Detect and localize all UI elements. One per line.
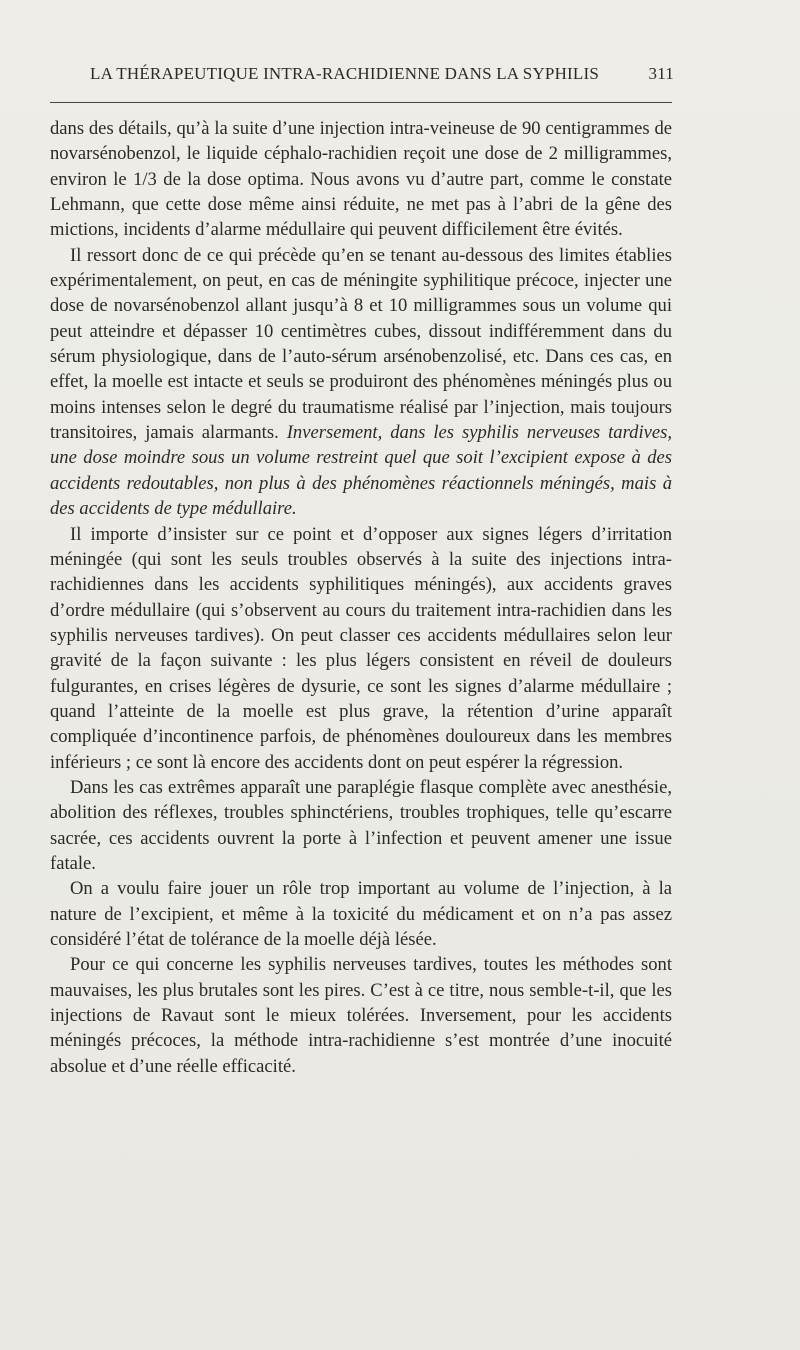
paragraph-5: On a voulu faire jouer un rôle trop important au volume de l’injection, à la nature de l’excipient, et même à la toxicité du médicament et on n’a pas assez considéré l’état de tolérance de la moelle déjà lésée.	[50, 878, 672, 950]
paragraph-2-text: Il ressort donc de ce qui précède qu’en se tenant au-dessous des limites établies expérimentalement, on peut, en cas de méningite syphilitique précoce, injecter une dose de novarsénobenzol allant jusqu’à 8 et 10 milligrammes sous un volume qui peut atteindre et dépasser 10 centimètres cubes, dissout indifféremment dans du sérum physiologique, dans de l’auto-sérum arsénobenzolisé, etc. Dans ces cas, en effet, la moelle est intacte et seuls se produiront des phénomènes méningés plus ou moins intenses selon le degré du traumatisme réalisé par l’injection, mais toujours transitoires, jamais alarmants.	[50, 244, 672, 444]
running-head	[90, 64, 680, 92]
header-rule	[50, 102, 672, 103]
paragraph-1: dans des détails, qu’à la suite d’une injection intra-veineuse de 90 centigrammes de novarsénobenzol, le liquide céphalo-rachidien reçoit une dose de 2 milligrammes, environ le 1/3 de la dose optima. Nous avons vu d’autre part, comme le constate Lehmann, que cette dose même ainsi réduite, ne met pas à l’abri de la gêne des mictions, incidents d’alarme médullaire qui peuvent difficilement être évités.	[50, 118, 672, 241]
paragraph-2-italic-text: Inversement, dans les syphilis nerveuses tardives, une dose moindre sous un volume restreint quel que soit l’excipient expose à des accidents redoutables, non plus à des phénomènes réactionnels méningés, mais à des accidents de type médullaire.	[50, 422, 672, 520]
running-title: LA THÉRAPEUTIQUE INTRA-RACHIDIENNE DANS LA SYPHILIS	[90, 64, 600, 83]
paragraph-2	[50, 243, 672, 522]
page-number: 311	[648, 64, 674, 83]
body-text	[50, 116, 672, 1079]
paragraph-6: Pour ce qui concerne les syphilis nerveuses tardives, toutes les méthodes sont mauvaises, les plus brutales sont les pires. C’est à ce titre, nous semble-t-il, que les injections de Ravaut sont le mieux tolérées. Inversement, pour les accidents méningés précoces, la méthode intra-rachidienne s’est montrée d’une inocuité absolue et d’une réelle efficacité.	[50, 954, 672, 1077]
paragraph-4: Dans les cas extrêmes apparaît une paraplégie flasque complète avec anesthésie, abolition des réflexes, troubles sphinctériens, troubles trophiques, telle qu’escarre sacrée, ces accidents ouvrent la porte à l’infection et peuvent amener une issue fatale.	[50, 776, 672, 874]
paragraph-3: Il importe d’insister sur ce point et d’opposer aux signes légers d’irritation méningée (qui sont les seuls troubles observés à la suite des injections intra-rachidiennes dans les accidents syphilitiques méningés), aux accidents graves d’ordre médullaire (qui s’observent au cours du traitement intra-rachidien dans les syphilis nerveuses tardives). On peut classer ces accidents médullaires selon leur gravité de la façon suivante : les plus légers consistent en réveil de douleurs fulgurantes, en crises légères de dysurie, ce sont les signes d’alarme médullaire ; quand l’atteinte de la moelle est plus grave, la rétention d’urine apparaît compliquée d’incontinence parfois, de phénomènes douloureux dans les membres inférieurs ; ce sont là encore des accidents dont on peut espérer la régression.	[50, 523, 672, 773]
